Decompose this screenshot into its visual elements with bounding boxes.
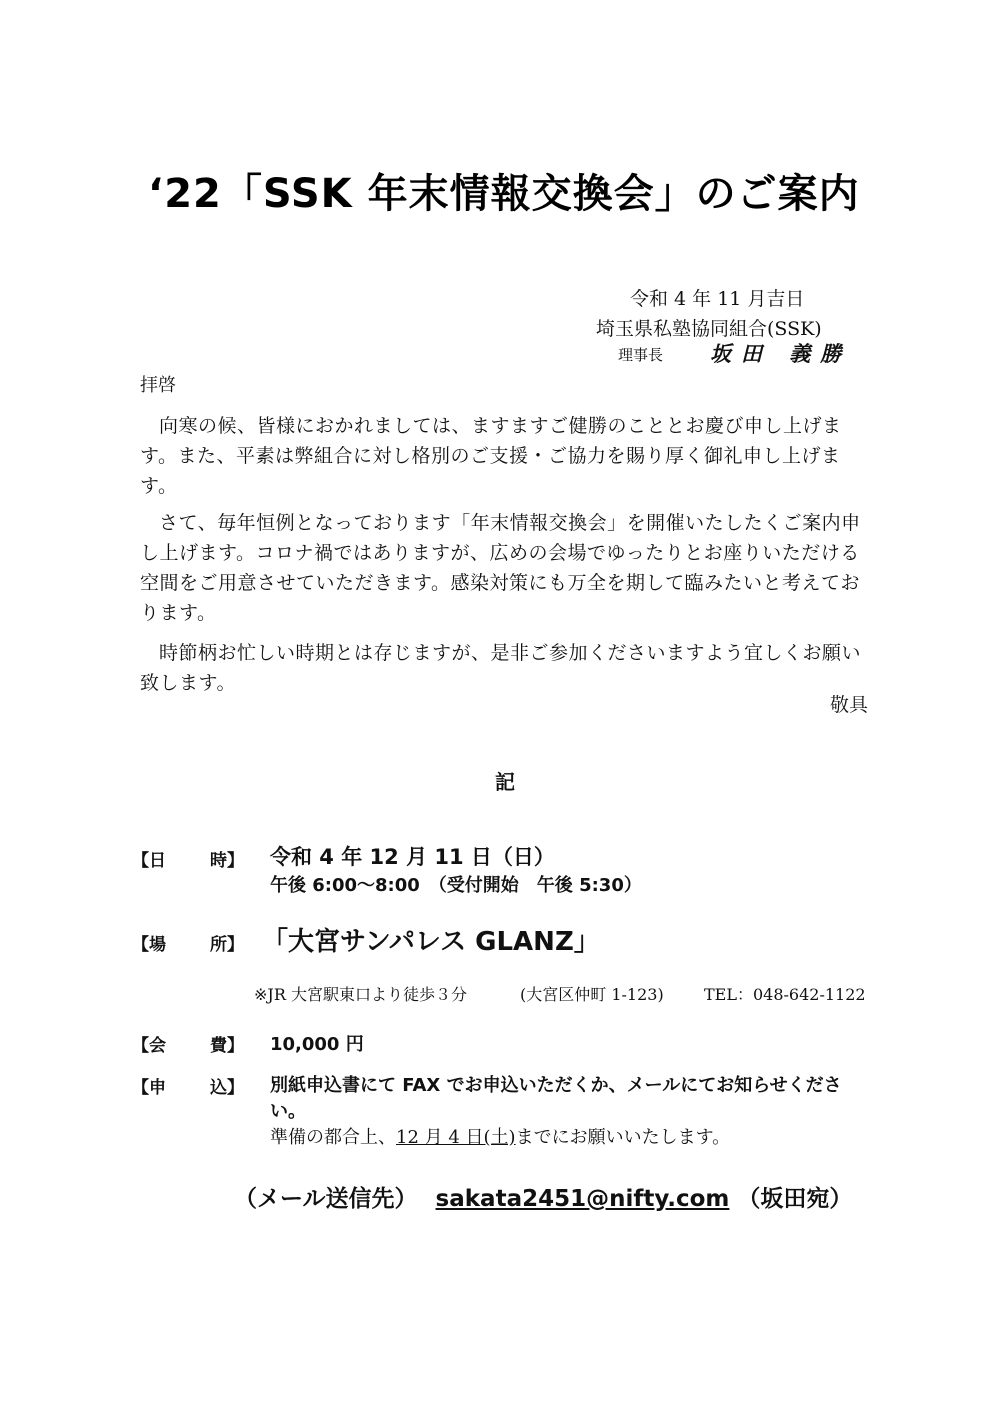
organization-name: 埼玉県私塾協同組合(SSK)	[596, 318, 822, 340]
paragraph-announcement: さて、毎年恒例となっております「年末情報交換会」を開催いたしたくご案内申し上げます。コロナ禍ではありますが、広めの会場でゆったりとお座りいただける空間をご用意させていただきます。感染対策にも万全を期して臨みたいと考えております。	[140, 512, 861, 624]
closing: 敬具	[830, 694, 869, 716]
event-time: 午後 6:00～8:00 （受付開始 午後 5:30）	[270, 875, 642, 896]
paragraph-request: 時節柄お忙しい時期とは存じますが、是非ご参加くださいますよう宜しくお願い致します。	[140, 642, 862, 694]
salutation: 拝啓	[140, 375, 176, 396]
ki-heading: 記	[495, 770, 515, 794]
contact-line	[234, 1180, 852, 1213]
datetime-label	[132, 846, 244, 871]
venue-tel: TEL：048-642-1122	[704, 985, 866, 1004]
event-date: 令和 4 年 12 月 11 日（日）	[270, 845, 555, 869]
fee-amount: 10,000 円	[270, 1034, 364, 1055]
apply-label-open: 【申	[132, 1078, 166, 1098]
deadline-suffix: までにお願いいたします。	[515, 1127, 731, 1148]
apply-instructions-line2: い。	[270, 1101, 306, 1122]
contact-attention: （坂田宛）	[737, 1186, 853, 1212]
apply-label-close: 込】	[210, 1078, 244, 1098]
datetime-label-close: 時】	[210, 851, 244, 871]
deadline-prefix: 準備の都合上、	[270, 1127, 396, 1148]
place-label	[132, 930, 244, 955]
contact-label: （メール送信先）	[234, 1186, 418, 1212]
place-label-close: 所】	[210, 935, 244, 955]
fee-label-close: 費】	[210, 1036, 244, 1056]
deadline-date: 12 月 4 日(土)	[396, 1127, 516, 1148]
venue-access: ※JR 大宮駅東口より徒歩３分	[254, 985, 467, 1004]
apply-label	[132, 1073, 244, 1098]
document-title: ‘22「SSK 年末情報交換会」のご案内	[148, 171, 860, 217]
chair-signature: 坂田 義勝	[710, 341, 852, 366]
issue-date: 令和 4 年 11 月吉日	[630, 288, 805, 310]
fee-label	[132, 1031, 244, 1056]
paragraph-greeting: 向寒の候、皆様におかれましては、ますますご健勝のこととお慶び申し上げます。また、平素は弊組合に対し格別のご支援・ご協力を賜り厚く御礼申し上げます。	[140, 415, 842, 497]
place-label-open: 【場	[132, 935, 166, 955]
apply-deadline-line	[270, 1123, 730, 1149]
venue-name: 「大宮サンパレス GLANZ」	[262, 927, 600, 957]
fee-label-open: 【会	[132, 1036, 166, 1056]
contact-email-link[interactable]: sakata2451@nifty.com	[435, 1186, 730, 1212]
chair-title: 理事長	[618, 346, 664, 364]
apply-instructions-line1: 別紙申込書にて FAX でお申込いただくか、メールにてお知らせくださ	[270, 1075, 842, 1096]
datetime-label-open: 【日	[132, 851, 166, 871]
venue-address: (大宮区仲町 1-123)	[520, 985, 664, 1004]
